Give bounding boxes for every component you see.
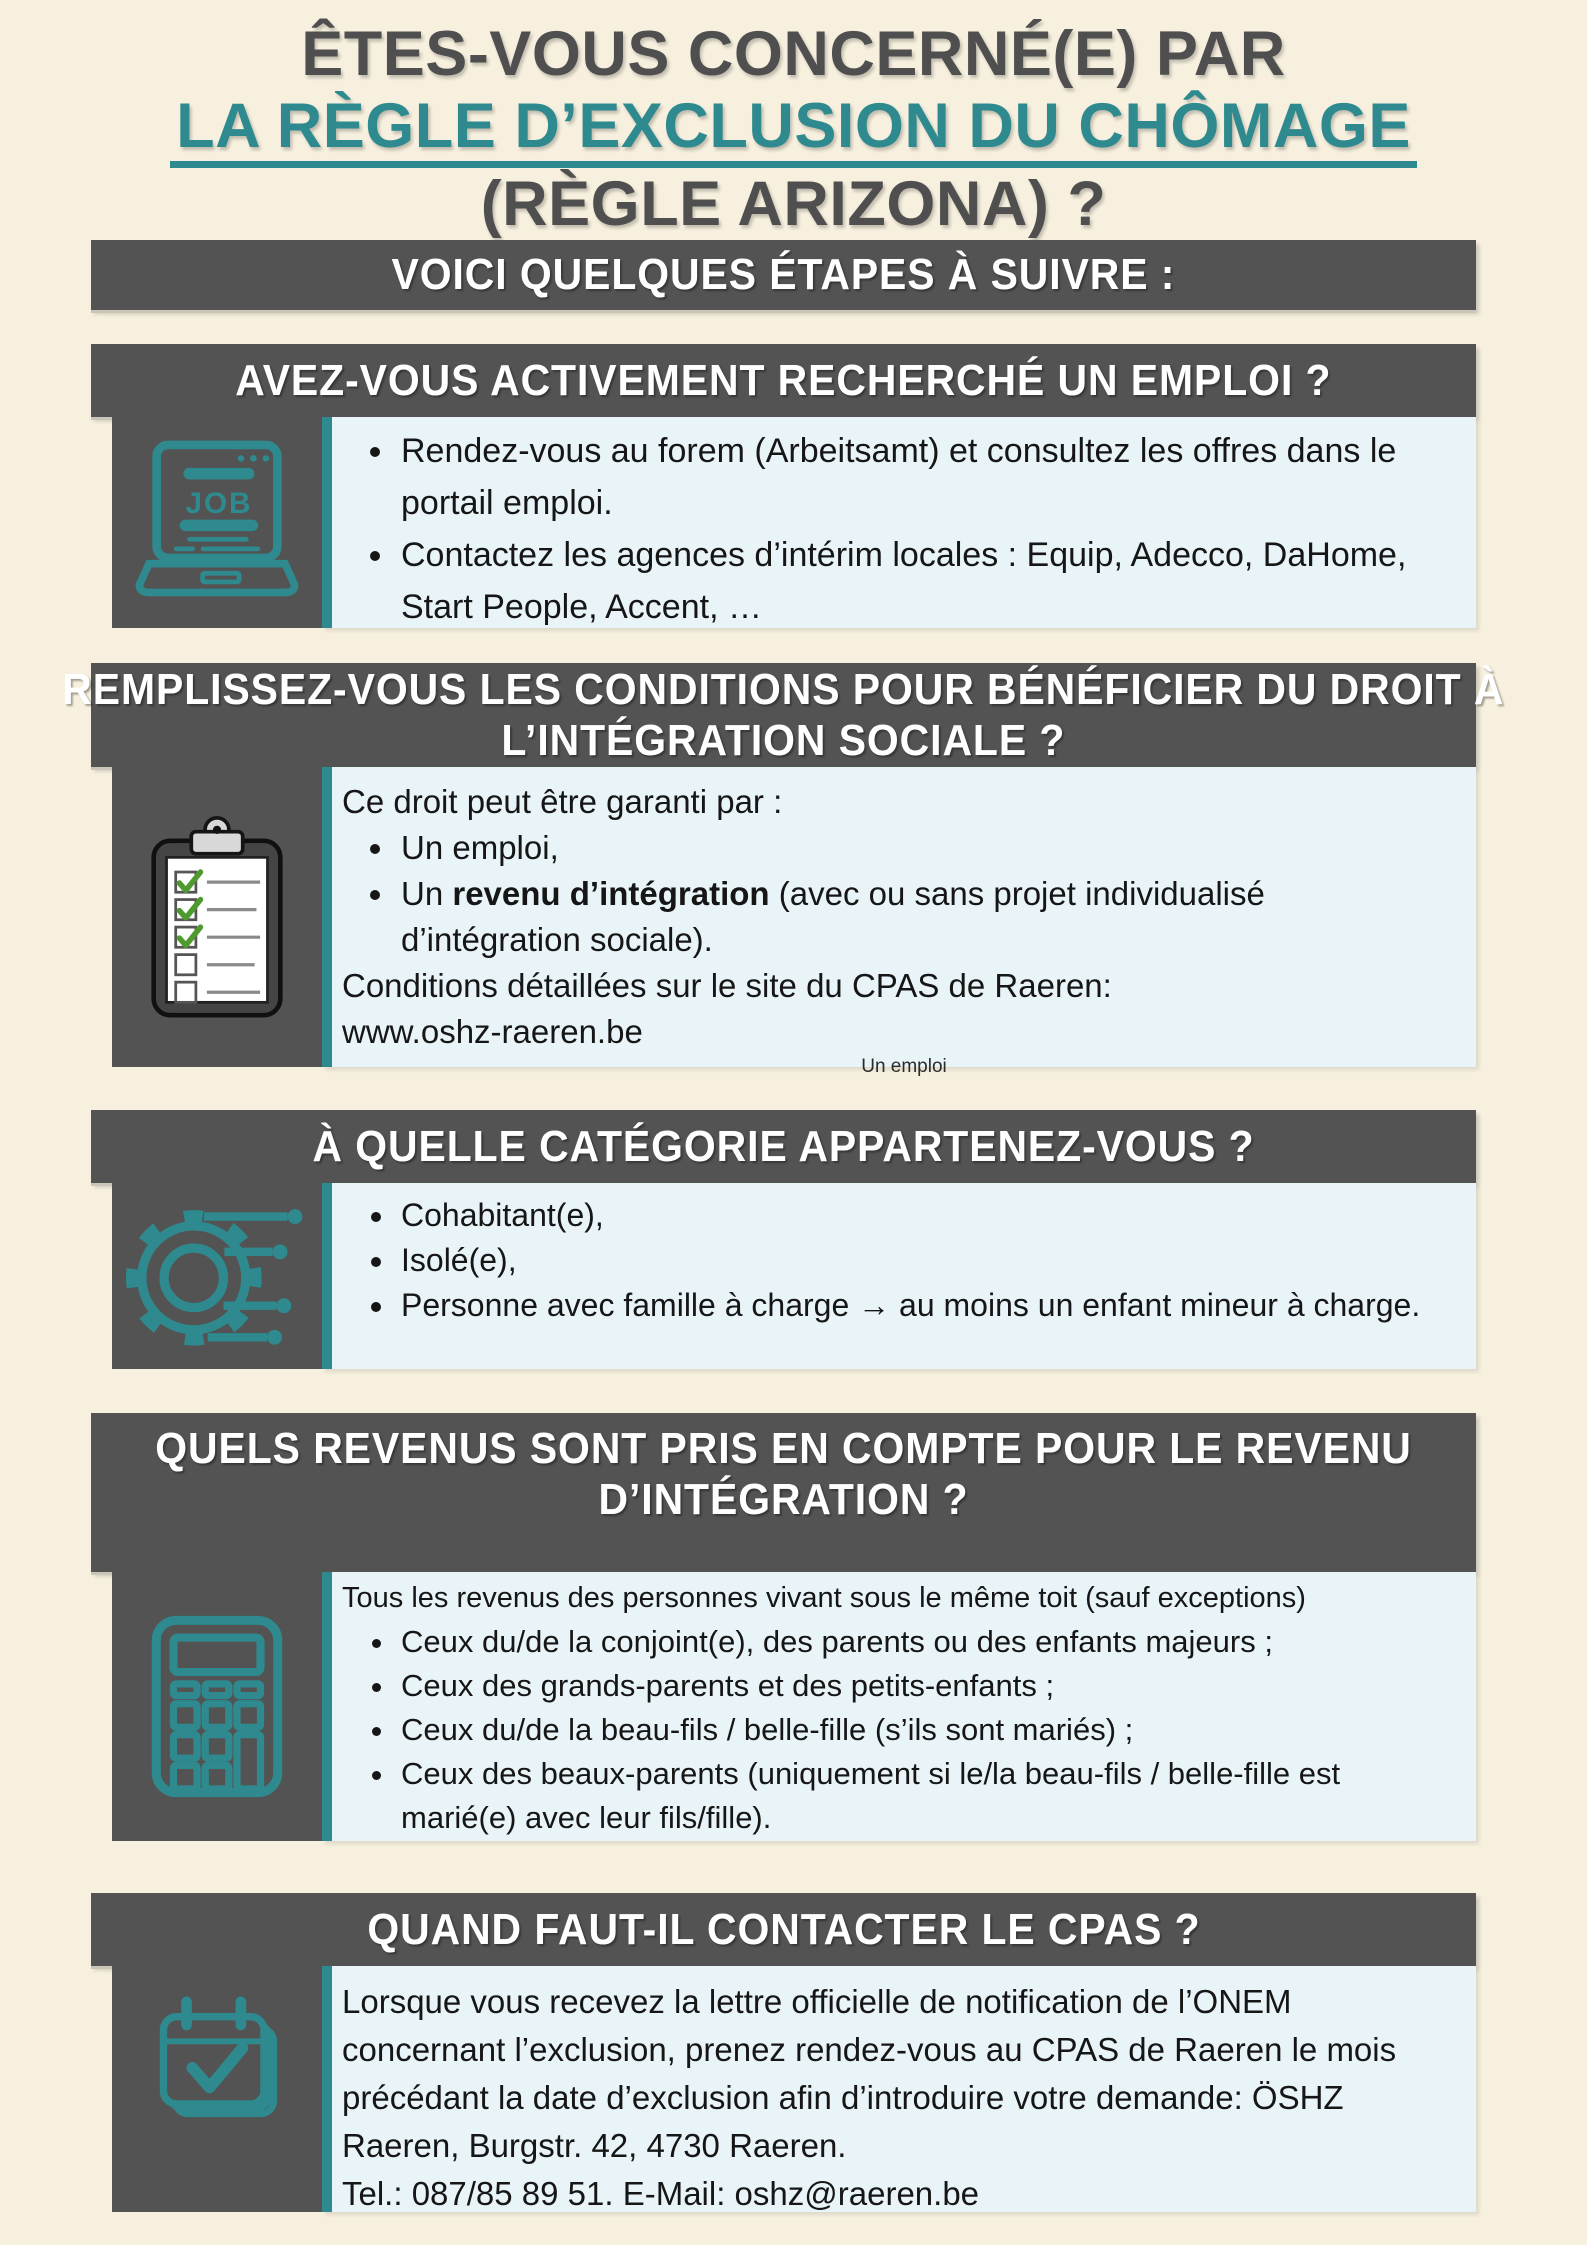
step1-banner-label: AVEZ-VOUS ACTIVEMENT RECHERCHÉ UN EMPLOI ?: [235, 355, 1332, 405]
gear-circuit-icon: [114, 1185, 320, 1367]
step2-website-url[interactable]: www.oshz-raeren.be: [342, 1013, 643, 1050]
bullet-item: • Ceux des grands-parents et des petits-enfants ;: [397, 1664, 1446, 1708]
step4-banner: [91, 1413, 1476, 1572]
clipboard-checklist-icon: [139, 808, 295, 1026]
page-title: [0, 18, 1587, 240]
step4-body: [91, 1572, 1476, 1841]
bullet-item: • Cohabitant(e),: [397, 1193, 1446, 1238]
bullet-item: • Ceux du/de la beau-fils / belle-fille (s’ils sont mariés) ;: [397, 1708, 1446, 1752]
intro-banner: [91, 240, 1476, 310]
laptop-job-icon: [126, 439, 308, 607]
bullet-item: • Contactez les agences d’intérim locales : Equip, Adecco, DaHome, Start People, Accent, …: [397, 529, 1446, 633]
bullet-item: • Isolé(e),: [397, 1238, 1446, 1283]
step5-icon-panel: [112, 1966, 322, 2212]
bullet-item: • Personne avec famille à charge → au moins un enfant mineur à charge.: [397, 1283, 1446, 1328]
step2-banner-line2: L’INTÉGRATION SOCIALE ?: [501, 716, 1066, 765]
step5-body: [91, 1966, 1476, 2212]
step2-icon-panel: [112, 767, 322, 1067]
step4-intro: Tous les revenus des personnes vivant sous le même toit (sauf exceptions): [342, 1582, 1306, 1614]
step3-body: [91, 1183, 1476, 1369]
step3-banner-label: À QUELLE CATÉGORIE APPARTENEZ-VOUS ?: [312, 1121, 1255, 1171]
step4-banner-line1: QUELS REVENUS SONT PRIS EN COMPTE POUR LE REVENU: [155, 1424, 1412, 1473]
highlight-revenu-integration: revenu d’intégration: [452, 875, 770, 912]
calendar-check-icon: [147, 1992, 287, 2132]
step4-content: [322, 1572, 1476, 1841]
small-caption: Un emploi: [861, 1056, 947, 1077]
bullet-item-rich: • Un revenu d’intégration (avec ou sans projet individualisé d’intégration sociale).: [397, 871, 1446, 963]
step3-banner: [91, 1110, 1476, 1183]
step5-paragraph: Lorsque vous recevez la lettre officielle de notification de l’ONEM concernant l’exclusion, prenez rendez-vous au CPAS de Raeren le mois précédant la date d’exclusion afin d’introduire votre demande: ÖSHZ Raeren, Burgstr. 42, 4730 Raeren.: [342, 1983, 1397, 2164]
step2-body: [91, 767, 1476, 1067]
intro-banner-label: VOICI QUELQUES ÉTAPES À SUIVRE :: [391, 250, 1176, 300]
step2-banner-line1: REMPLISSEZ-VOUS LES CONDITIONS POUR BÉNÉFICIER DU DROIT À: [62, 664, 1505, 714]
step2-banner: [62, 663, 1505, 767]
step5-contact-line: Tel.: 087/85 89 51. E-Mail: oshz@raeren.be: [342, 2175, 980, 2212]
step5-content: [322, 1966, 1476, 2212]
step5-banner-label: QUAND FAUT-IL CONTACTER LE CPAS ?: [366, 1904, 1201, 1954]
bullet-item: • Rendez-vous au forem (Arbeitsamt) et consultez les offres dans le portail emploi.: [397, 425, 1446, 529]
step1-body: [91, 417, 1476, 628]
title-line-1: ÊTES-VOUS CONCERNÉ(E) PAR: [301, 19, 1286, 89]
title-line-2: LA RÈGLE D’EXCLUSION DU CHÔMAGE: [0, 90, 1587, 168]
step2-content: [322, 767, 1476, 1067]
step5-banner: [91, 1893, 1476, 1966]
calculator-icon: [149, 1613, 285, 1800]
step3-icon-panel: [112, 1183, 322, 1369]
bullet-item: • Un emploi,: [397, 825, 1446, 871]
bullet-item: • Ceux du/de la conjoint(e), des parents ou des enfants majeurs ;: [397, 1620, 1446, 1664]
step2-intro: Ce droit peut être garanti par :: [342, 783, 783, 820]
step1-icon-panel: [112, 417, 322, 628]
step3-content: [322, 1183, 1476, 1369]
svg-text:JOB: JOB: [185, 486, 253, 520]
step2-outro-line1: Conditions détaillées sur le site du CPAS de Raeren:: [342, 967, 1112, 1004]
bullet-item: • Ceux des beaux-parents (uniquement si le/la beau-fils / belle-fille est marié(e) avec leur fils/fille).: [397, 1752, 1446, 1840]
step4-banner-line2: D’INTÉGRATION ?: [598, 1475, 969, 1525]
title-line-3: (RÈGLE ARIZONA) ?: [480, 169, 1107, 239]
step1-content: [322, 417, 1476, 628]
step4-icon-panel: [112, 1572, 322, 1841]
step1-banner: [91, 344, 1476, 417]
